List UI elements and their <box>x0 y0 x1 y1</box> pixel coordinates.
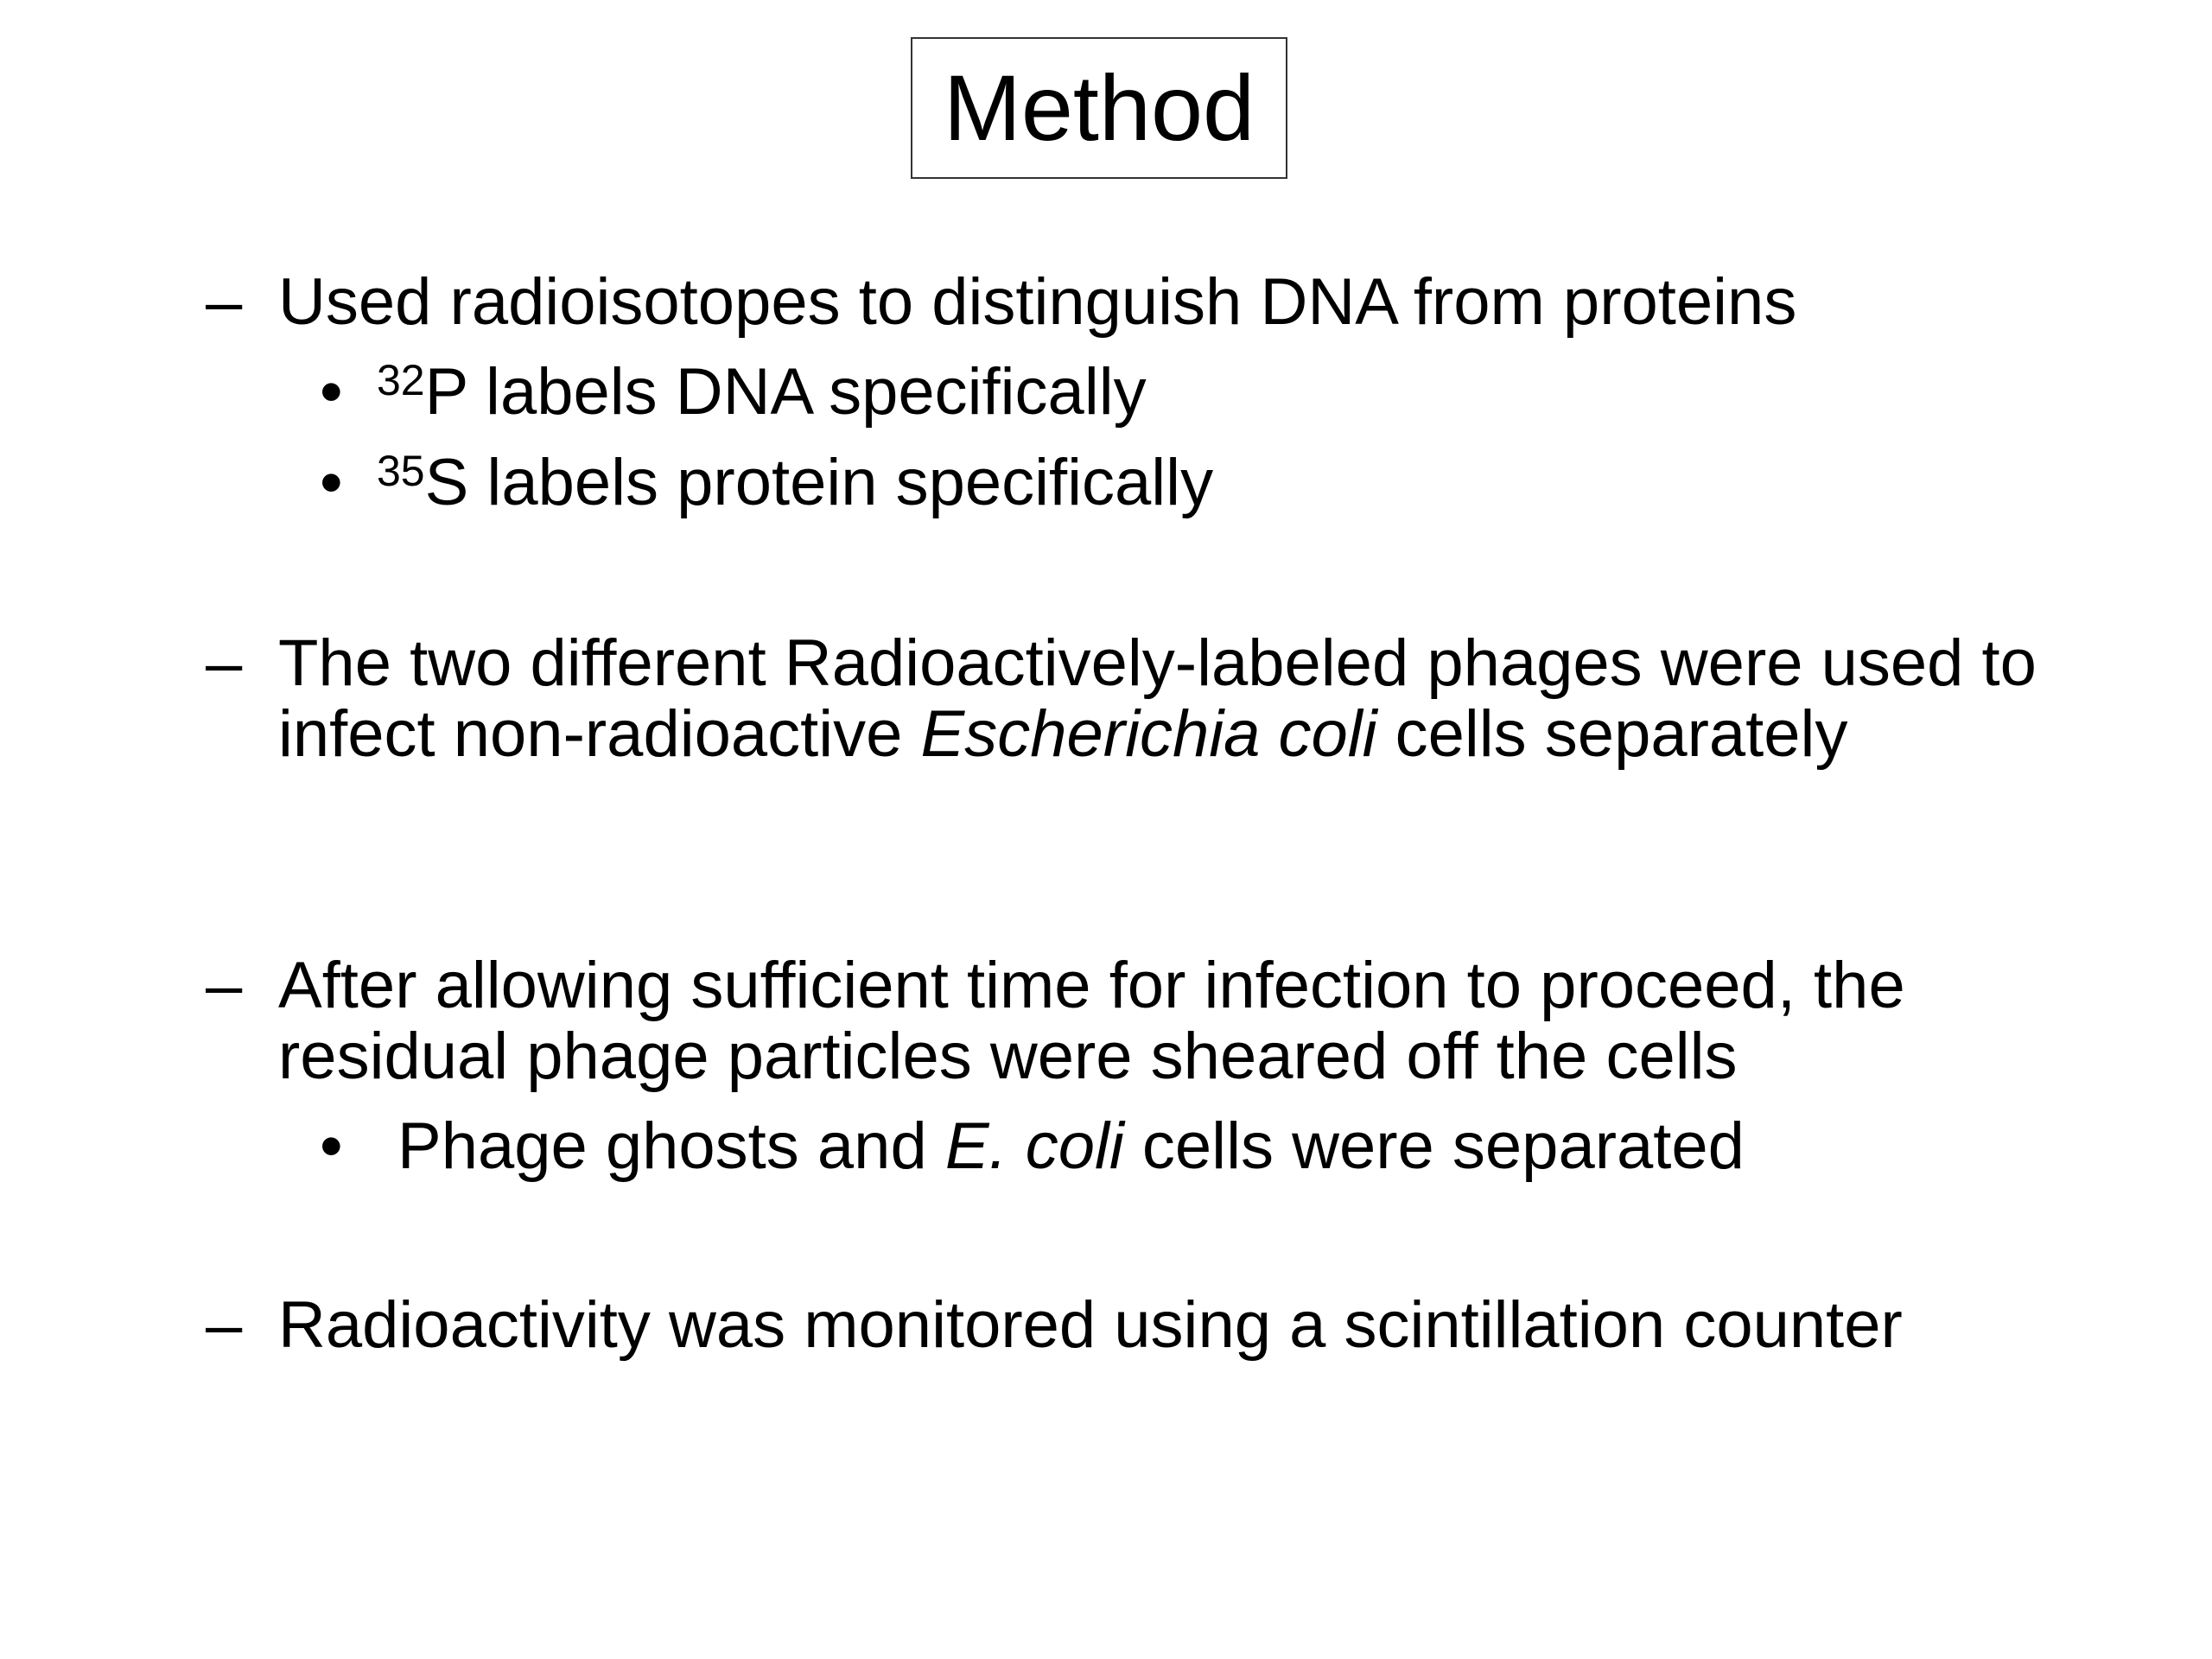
item-text <box>278 628 2119 770</box>
bullet-marker: • <box>320 355 343 429</box>
sub-item-before: Phage ghosts and <box>397 1109 945 1183</box>
dash-marker: – <box>206 949 243 1022</box>
item-text-after: cells separately <box>1376 697 1848 771</box>
species-abbrev: E. coli <box>944 1109 1124 1183</box>
sub-item-body: S labels protein specifically <box>424 446 1214 519</box>
bullet-marker: • <box>320 1109 343 1183</box>
item-text: After allowing sufficient time for infection to proceed, the residual phage particles were sheared off the cells <box>278 949 1905 1093</box>
isotope-superscript: 35 <box>377 447 425 495</box>
dash-marker: – <box>206 1288 243 1362</box>
sub-item-text <box>377 357 1147 428</box>
bullet-marker: • <box>320 446 343 519</box>
isotope-superscript: 32 <box>377 356 425 404</box>
dash-marker: – <box>206 626 243 700</box>
sub-item-text <box>397 1111 1745 1182</box>
species-name: Escherichia coli <box>920 697 1377 771</box>
item-text-before: The two different Radioactively-labeled phages were used to infect non-radioactive <box>278 626 2037 771</box>
slide-title: Method <box>943 55 1255 160</box>
item-text: Used radioisotopes to distinguish DNA from proteins <box>278 265 1797 339</box>
dash-marker: – <box>206 265 243 339</box>
sub-item-text <box>377 448 1213 518</box>
item-text: Radioactivity was monitored using a scintillation counter <box>278 1288 1903 1362</box>
sub-item-body: P labels DNA specifically <box>424 355 1147 429</box>
sub-item-after: cells were separated <box>1123 1109 1745 1183</box>
